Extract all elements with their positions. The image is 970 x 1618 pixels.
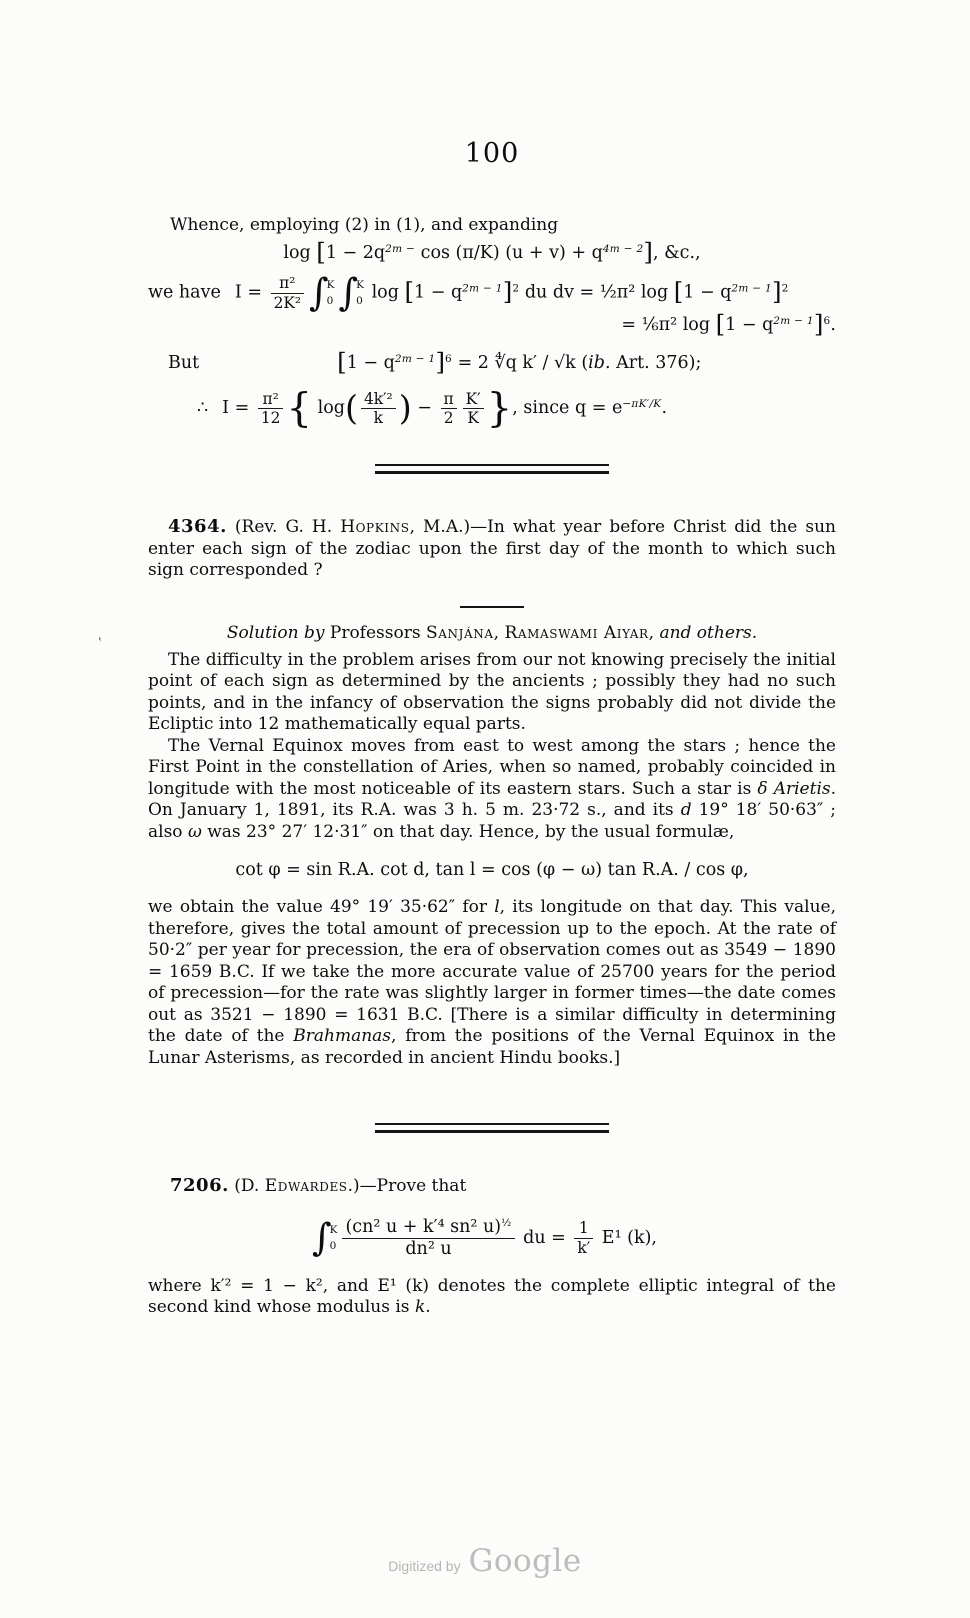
- fraction-numerator: [342, 1217, 514, 1238]
- byline-text: Professors: [329, 622, 426, 643]
- para-text: On January 1, 1891, its R.A. was 3 h. 5 m. 23·72 s., and its: [148, 800, 681, 821]
- exponent: 4m − 2: [602, 243, 644, 256]
- equation-continuation: [148, 309, 836, 339]
- eq-text: = ⅙π² log: [621, 315, 716, 336]
- fraction-denominator: K: [463, 408, 484, 427]
- integral: [338, 270, 364, 315]
- solver-name: Ramaswami Aiyar: [504, 622, 649, 643]
- digitized-by-label: Digitized by: [388, 1558, 461, 1574]
- upper-limit: K: [329, 1224, 338, 1237]
- eq-text: log: [317, 398, 345, 419]
- integral-limits: [330, 1225, 338, 1251]
- exponent: 2m −: [385, 243, 416, 256]
- minus-sign: −: [417, 398, 432, 419]
- fraction-denominator: dn² u: [342, 1238, 514, 1260]
- right-bracket: ]: [643, 237, 653, 267]
- lower-limit: 0: [356, 295, 363, 307]
- question-text: (D.: [228, 1176, 265, 1197]
- eq-text: log: [371, 282, 405, 303]
- integral: [312, 1215, 338, 1260]
- question-number: 7206.: [170, 1175, 229, 1197]
- left-bracket: [: [337, 347, 347, 377]
- eq-text: E¹ (k),: [596, 1227, 657, 1248]
- left-brace: {: [286, 385, 313, 432]
- fraction-denominator: k: [361, 408, 396, 427]
- exponent: −πK′/K: [622, 398, 662, 411]
- eq-text: 1 − q: [683, 282, 732, 303]
- para-text: The Vernal Equinox moves from east to west among the stars ; hence the First Point in the constellation of Aries, when so named, probably coincided in longitude with the most noticeable of its eastern stars. Such a star is: [148, 735, 836, 799]
- fraction-numerator: 1: [578, 1219, 589, 1238]
- paragraph-precession: [148, 897, 836, 1069]
- variable-l: l: [494, 897, 500, 918]
- eq-text: I =: [234, 282, 262, 303]
- fraction: [342, 1217, 514, 1260]
- integral-sign: ∫: [312, 1215, 332, 1260]
- fraction: [441, 390, 457, 428]
- variable-d: d: [680, 800, 692, 821]
- equation-elliptic-integral: [148, 1210, 836, 1266]
- question-text: , M.A.)—In what year before Christ did the sun enter each sign of the zodiac upon the first day of the month to which such sign corresponded ?: [148, 517, 836, 581]
- integral-sign: ∫: [309, 270, 329, 315]
- exponent: 2: [512, 283, 520, 296]
- upper-limit: K: [356, 279, 364, 292]
- equation-log-expansion: [148, 237, 836, 267]
- fraction-denominator: k′: [574, 1238, 593, 1257]
- intro-line: Whence, employing (2) in (1), and expanding: [170, 215, 559, 236]
- fraction: [271, 274, 304, 312]
- para-text: 19° 18′ 50·63″ ; also: [148, 800, 837, 842]
- fraction: [463, 390, 484, 428]
- exponent: 6: [445, 353, 452, 366]
- eq-lead: we have: [148, 282, 221, 303]
- eq-text: (cn² u + k′⁴ sn² u): [345, 1216, 502, 1237]
- eq-text: 1 − 2q: [325, 243, 386, 264]
- fraction-numerator: 4k′²: [363, 389, 393, 408]
- left-paren: (: [344, 388, 358, 428]
- exponent: 2m − 1: [731, 283, 772, 296]
- equation-but: [148, 347, 836, 377]
- fraction-numerator: π: [443, 389, 454, 408]
- question-text: (Rev. G. H.: [226, 517, 341, 538]
- exponent: 2m − 1: [394, 353, 436, 366]
- solution-byline: [148, 622, 836, 644]
- exponent: ½: [501, 1217, 512, 1230]
- byline-text: ,: [648, 622, 660, 643]
- fraction: [258, 390, 284, 428]
- eq-text: log: [283, 243, 317, 264]
- integral-limits: [327, 280, 335, 306]
- author-name: Edwardes: [264, 1176, 348, 1197]
- book-title: Brahmanas: [293, 1026, 392, 1047]
- exponent: 6: [823, 315, 831, 328]
- right-brace: }: [486, 385, 513, 432]
- question-number: 4364.: [168, 516, 227, 538]
- exponent: 2: [781, 283, 789, 296]
- lower-limit: 0: [326, 295, 334, 307]
- author-name: Hopkins: [340, 517, 410, 538]
- eq-text: 1 − q: [725, 315, 774, 336]
- fraction-numerator: π²: [262, 389, 279, 408]
- margin-mark: ‛: [98, 636, 103, 651]
- google-watermark: [0, 1543, 970, 1579]
- exponent: 2m − 1: [462, 283, 503, 296]
- integral-sign: ∫: [338, 270, 359, 315]
- left-bracket: [: [316, 237, 326, 267]
- right-bracket: ]: [435, 347, 446, 377]
- variable-omega: ω: [187, 821, 202, 842]
- eq-text: 1 − q: [346, 353, 395, 374]
- left-bracket: [: [404, 277, 415, 307]
- right-paren: ): [398, 388, 412, 428]
- fraction-numerator: K′: [465, 389, 481, 408]
- byline-text: and others.: [659, 622, 758, 643]
- fraction-denominator: 12: [258, 408, 284, 427]
- paragraph-where: [148, 1276, 836, 1319]
- paragraph-vernal-equinox: [148, 736, 836, 844]
- question-text: .)—Prove that: [347, 1176, 467, 1197]
- fraction: [574, 1219, 593, 1257]
- google-logo: Google: [468, 1543, 582, 1579]
- eq-text: , since q = e: [512, 398, 623, 419]
- variable-k: k: [414, 1297, 426, 1318]
- equation-result: [148, 384, 836, 432]
- fraction: [361, 390, 396, 428]
- byline-text: Solution by: [226, 622, 330, 643]
- eq-text: .: [830, 315, 836, 336]
- eq-text: = 2 ∜q k′ / √k (: [452, 353, 589, 374]
- eq-text: I =: [222, 398, 250, 419]
- byline-text: ,: [493, 622, 505, 643]
- ibid-reference: ib.: [588, 353, 611, 374]
- eq-text: du dv = ½π² log: [519, 282, 674, 303]
- upper-limit: K: [326, 279, 335, 292]
- lower-limit: 0: [329, 1239, 337, 1252]
- eq-text: du =: [517, 1227, 572, 1248]
- para-text: we obtain the value 49° 19′ 35·62″ for: [148, 897, 495, 918]
- para-text: , from the positions of the Vernal Equinox in the Lunar Asterisms, as recorded in ancient Hindu books.]: [148, 1026, 837, 1068]
- para-text: .: [425, 1297, 431, 1318]
- integral-limits: [356, 280, 364, 306]
- question-4364: [148, 516, 836, 582]
- question-divider: [460, 606, 524, 608]
- para-text: where k′² = 1 − k², and E¹ (k) denotes the complete elliptic integral of the second kind whose modulus is: [148, 1275, 836, 1318]
- right-bracket: ]: [502, 277, 513, 307]
- right-bracket: ]: [813, 309, 824, 339]
- equation-double-integral: [148, 270, 836, 315]
- eq-text: , &c.,: [652, 243, 701, 264]
- equation-cot-formula: cot φ = sin R.A. cot d, tan l = cos (φ − ω) tan R.A. / cos φ,: [235, 860, 749, 881]
- integral: [309, 270, 335, 315]
- left-bracket: [: [673, 277, 684, 307]
- fraction-denominator: 2K²: [271, 293, 304, 312]
- star-name: δ Arietis.: [757, 778, 837, 799]
- fraction-numerator: π²: [279, 274, 296, 293]
- para-text: , its longitude on that day. This value, therefore, gives the total amount of precession up to the epoch. At the rate of 50·2″ per year for precession, the era of observation comes out as 3549 − 1890 = 1659 B.C. If we take the more accurate value of 25700 years for the period of precession—for the rate was slightly larger in former times—the date comes out as 3521 − 1890 = 1631 B.C. [There is a similar difficulty in determining the date of the: [148, 897, 837, 1047]
- section-divider: [375, 464, 609, 474]
- para-text: was 23° 27′ 12·31″ on that day. Hence, by the usual formulæ,: [201, 821, 735, 842]
- eq-text: Art. 376);: [610, 353, 702, 374]
- eq-text: 1 − q: [414, 282, 463, 303]
- eq-text: cos (π/K) (u + v) + q: [415, 243, 603, 264]
- right-bracket: ]: [772, 277, 782, 307]
- therefore-symbol: ∴: [196, 398, 209, 419]
- section-divider-2: [375, 1123, 609, 1133]
- page-number: 100: [464, 138, 520, 169]
- page-content: [148, 0, 836, 1319]
- left-bracket: [: [715, 309, 726, 339]
- eq-text: .: [661, 398, 668, 419]
- question-7206: [148, 1175, 836, 1198]
- exponent: 2m − 1: [773, 315, 814, 328]
- fraction-denominator: 2: [441, 408, 457, 427]
- solver-name: Sanjána: [425, 622, 494, 643]
- paragraph-difficulty: The difficulty in the problem arises from our not knowing precisely the initial point of each sign as determined by the ancients ; possibly they had no such points, and in the infancy of observation the signs probably did not divide the Ecliptic into 12 mathematically equal parts.: [148, 649, 836, 735]
- eq-lead: But: [168, 353, 200, 374]
